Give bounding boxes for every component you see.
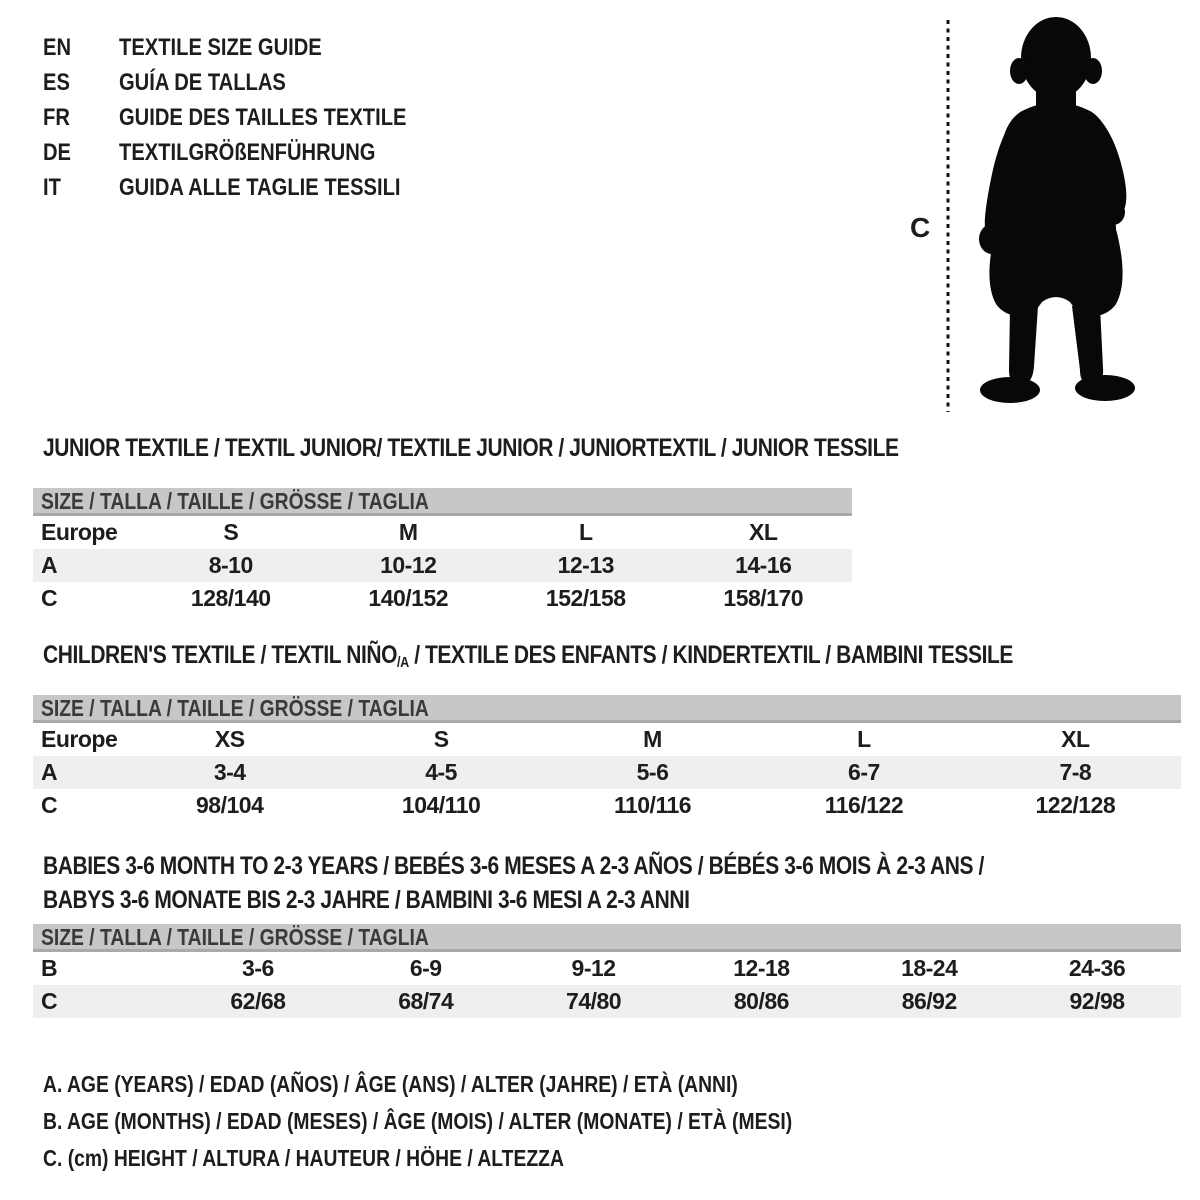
legend-line-a xyxy=(43,1066,935,1103)
row-label: Europe xyxy=(41,726,118,752)
height-cell: 122/128 xyxy=(1035,792,1116,818)
table-row-height xyxy=(33,582,852,615)
language-code: FR xyxy=(43,104,70,131)
size-header-bar xyxy=(33,488,852,516)
height-cell: 98/104 xyxy=(196,792,264,818)
size-header-text: SIZE / TALLA / TAILLE / GRÖSSE / TAGLIA xyxy=(41,695,429,721)
size-header-text: SIZE / TALLA / TAILLE / GRÖSSE / TAGLIA xyxy=(41,488,429,514)
row-label: A xyxy=(41,552,58,578)
age-cell: 3-4 xyxy=(213,759,246,785)
language-code: EN xyxy=(43,34,72,61)
section-title xyxy=(33,849,1181,917)
height-cell: 68/74 xyxy=(398,988,454,1014)
row-label: C xyxy=(41,792,58,818)
table-row-age-months xyxy=(33,952,1181,985)
language-code: IT xyxy=(43,174,61,201)
language-title: TEXTILGRÖßENFÜHRUNG xyxy=(119,139,376,166)
age-cell: 12-13 xyxy=(557,552,614,578)
table-row-europe xyxy=(33,516,852,549)
age-cell: 7-8 xyxy=(1059,759,1092,785)
age-cell: 4-5 xyxy=(425,759,457,785)
language-code: DE xyxy=(43,139,72,166)
table-row-height xyxy=(33,789,1181,822)
language-row-fr xyxy=(43,100,461,135)
size-cell: L xyxy=(578,519,593,545)
language-title: TEXTILE SIZE GUIDE xyxy=(119,34,322,61)
row-label: B xyxy=(41,955,58,981)
section-title xyxy=(33,434,899,463)
age-cell: 10-12 xyxy=(380,552,437,578)
section-title-text: JUNIOR TEXTILE / TEXTIL JUNIOR/ TEXTILE JUNIOR / JUNIORTEXTIL / JUNIOR TESSILE xyxy=(43,434,899,462)
age-cell: 14-16 xyxy=(735,552,792,578)
row-label: C xyxy=(41,585,58,611)
height-cell: 92/98 xyxy=(1069,988,1125,1014)
title-post: / TEXTILE DES ENFANTS / KINDERTEXTIL / BAMBINI TESSILE xyxy=(408,641,1014,669)
language-row-es xyxy=(43,65,461,100)
row-label: Europe xyxy=(41,519,118,545)
size-cell: XL xyxy=(1061,726,1090,752)
table-row-height xyxy=(33,985,1181,1018)
language-title: GUIDA ALLE TAGLIE TESSILI xyxy=(119,174,401,201)
height-cell: 104/110 xyxy=(401,792,481,818)
table-row-age xyxy=(33,549,852,582)
section-title-line1: BABIES 3-6 MONTH TO 2-3 YEARS / BEBÉS 3-6 MESES A 2-3 AÑOS / BÉBÉS 3-6 MOIS À 2-3 ANS / xyxy=(43,852,984,880)
size-cell: XS xyxy=(214,726,245,752)
height-cell: 158/170 xyxy=(723,585,804,611)
table-row-europe xyxy=(33,723,1181,756)
row-label: A xyxy=(41,759,58,785)
size-cell: M xyxy=(643,726,662,752)
size-header-bar xyxy=(33,695,1181,723)
language-row-en xyxy=(43,30,461,65)
height-cell: 62/68 xyxy=(230,988,286,1014)
section-title-text xyxy=(43,641,1013,671)
size-cell: L xyxy=(857,726,871,752)
size-cell: M xyxy=(398,519,418,545)
section-childrens-textile xyxy=(33,641,1181,822)
legend-text: A. AGE (YEARS) / EDAD (AÑOS) / ÂGE (ANS) / ALTER (JAHRE) / ETÀ (ANNI) xyxy=(43,1071,738,1097)
title-pre: CHILDREN'S TEXTILE / TEXTIL NIÑO xyxy=(43,641,398,669)
size-header-bar xyxy=(33,924,1181,952)
legend-line-b xyxy=(43,1103,935,1140)
language-code: ES xyxy=(43,69,70,96)
age-cell: 12-18 xyxy=(733,955,790,981)
section-babies-textile xyxy=(33,849,1181,1018)
height-cell: 140/152 xyxy=(368,585,449,611)
height-cell: 116/122 xyxy=(824,792,904,818)
age-cell: 9-12 xyxy=(571,955,616,981)
age-cell: 24-36 xyxy=(1068,955,1126,981)
size-cell: S xyxy=(223,519,239,545)
age-cell: 6-7 xyxy=(848,759,880,785)
legend-text: B. AGE (MONTHS) / EDAD (MESES) / ÂGE (MOIS) / ALTER (MONATE) / ETÀ (MESI) xyxy=(43,1108,793,1134)
language-title: GUÍA DE TALLAS xyxy=(119,69,286,96)
section-junior-textile xyxy=(33,434,899,615)
legend-text: C. (cm) HEIGHT / ALTURA / HAUTEUR / HÖHE / ALTEZZA xyxy=(43,1145,564,1171)
age-cell: 8-10 xyxy=(208,552,253,578)
toddler-silhouette-figure xyxy=(942,12,1142,414)
height-cell: 110/116 xyxy=(613,792,692,818)
measurement-legend xyxy=(43,1066,935,1177)
height-cell: 152/158 xyxy=(545,585,626,611)
size-cell: XL xyxy=(749,519,778,545)
legend-line-c xyxy=(43,1140,935,1177)
age-cell: 3-6 xyxy=(242,955,274,981)
height-measure-label: C xyxy=(910,212,931,243)
size-cell: S xyxy=(433,726,449,752)
size-header-text: SIZE / TALLA / TAILLE / GRÖSSE / TAGLIA xyxy=(41,924,429,950)
title-subscript: /A xyxy=(397,654,409,671)
height-cell: 80/86 xyxy=(733,988,789,1014)
language-row-it xyxy=(43,170,461,205)
section-title xyxy=(33,641,1181,671)
height-cell: 74/80 xyxy=(566,988,622,1014)
height-cell: 128/140 xyxy=(190,585,271,611)
language-row-de xyxy=(43,135,461,170)
age-cell: 5-6 xyxy=(636,759,669,785)
age-cell: 18-24 xyxy=(901,955,958,981)
row-label: C xyxy=(41,988,58,1014)
section-title-line2: BABYS 3-6 MONATE BIS 2-3 JAHRE / BAMBINI 3-6 MESI A 2-3 ANNI xyxy=(43,886,690,914)
language-title: GUIDE DES TAILLES TEXTILE xyxy=(119,104,407,131)
age-cell: 6-9 xyxy=(409,955,442,981)
height-cell: 86/92 xyxy=(901,988,957,1014)
language-title-list xyxy=(43,30,461,205)
table-row-age xyxy=(33,756,1181,789)
toddler-silhouette-icon xyxy=(979,17,1135,403)
